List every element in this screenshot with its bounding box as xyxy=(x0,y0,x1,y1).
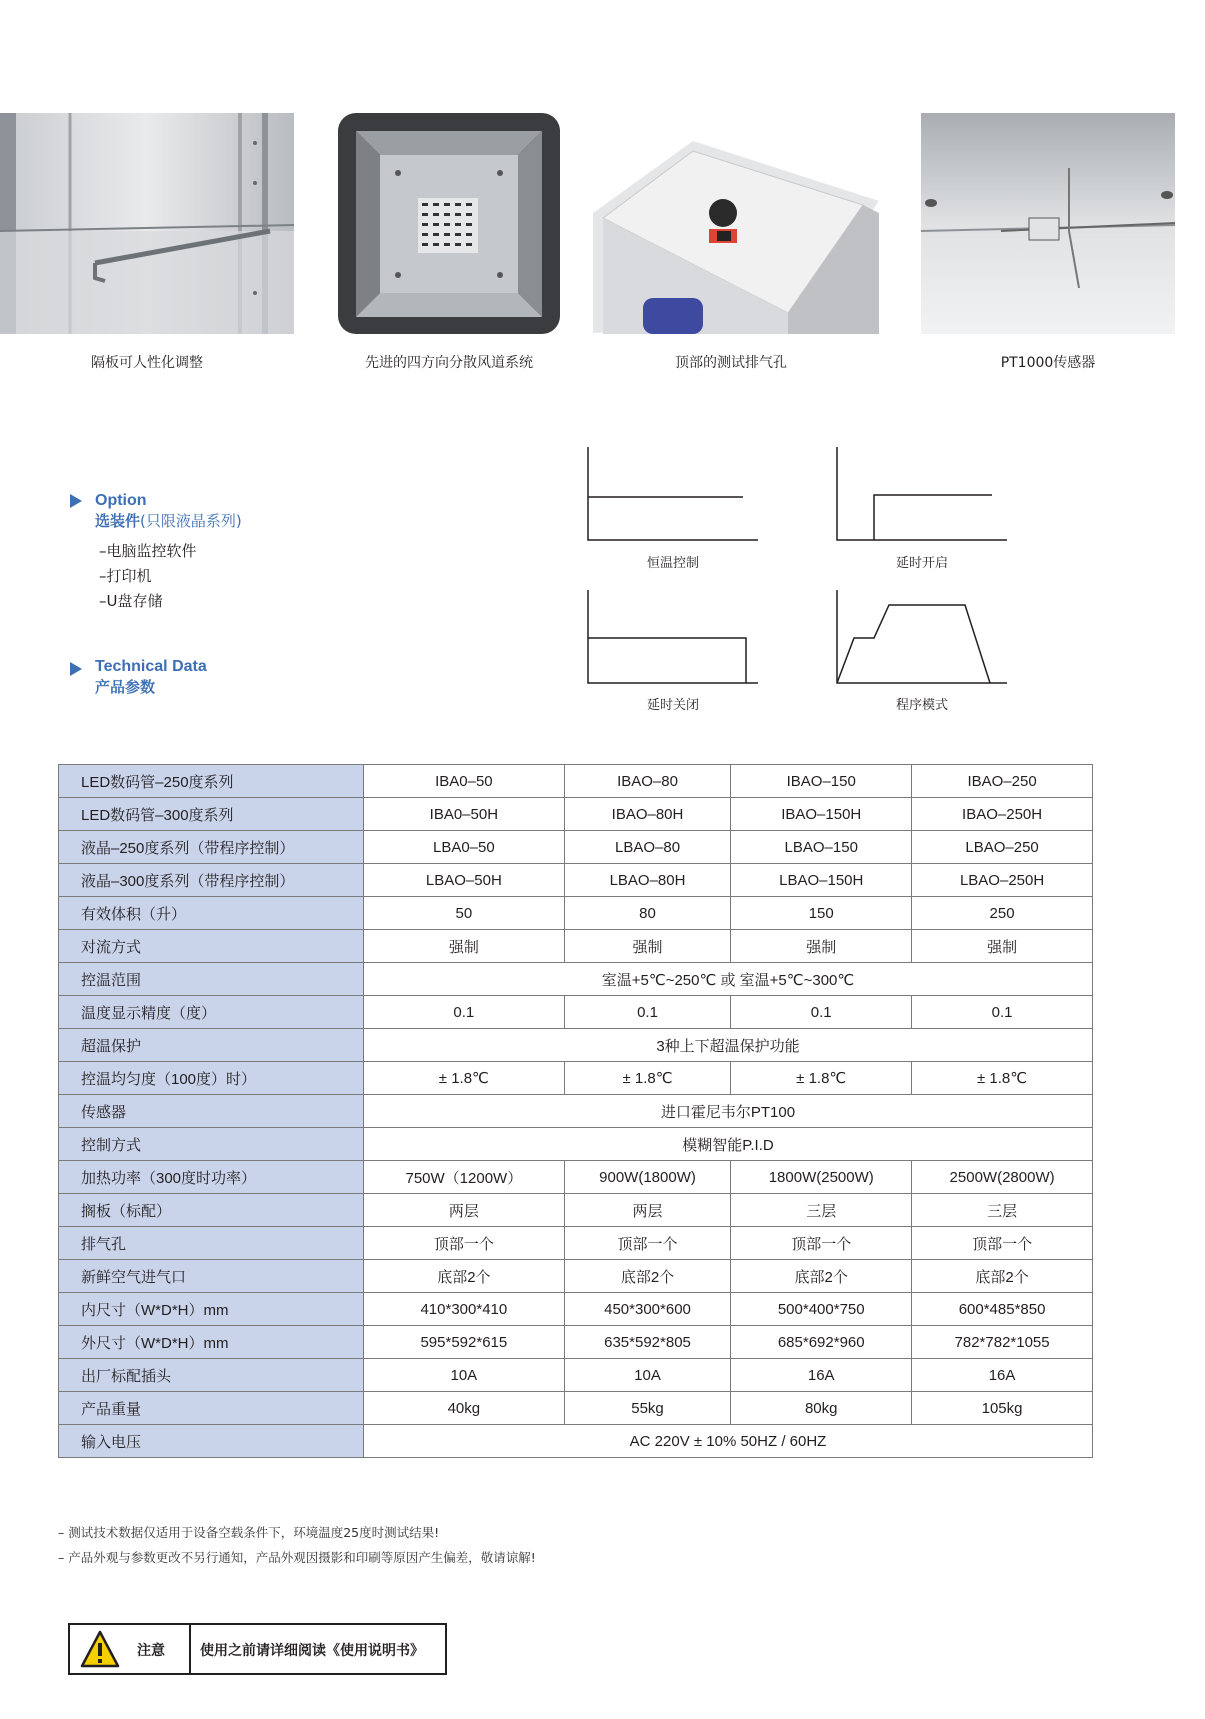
option-title-zh: 选装件(只限液晶系列) xyxy=(95,512,242,530)
row-value: LBAO–150H xyxy=(731,864,912,897)
row-value: 底部2个 xyxy=(731,1260,912,1293)
row-value: 2500W(2800W) xyxy=(912,1161,1093,1194)
row-value-merged: 进口霍尼韦尔PT100 xyxy=(364,1095,1093,1128)
table-row xyxy=(59,765,1093,798)
row-value: 顶部一个 xyxy=(564,1227,731,1260)
row-value: 55kg xyxy=(564,1392,731,1425)
photo-caption: PT1000传感器 xyxy=(1000,355,1096,371)
diagram-label: 延时开启 xyxy=(895,556,948,571)
row-label: 液晶–300度系列（带程序控制） xyxy=(59,864,364,897)
row-value: 900W(1800W) xyxy=(564,1161,731,1194)
four-way-air-duct-photo xyxy=(338,113,560,334)
technical-title-en: Technical Data xyxy=(95,658,207,675)
adjustable-shelf-photo xyxy=(0,113,294,334)
row-value: 410*300*410 xyxy=(364,1293,565,1326)
row-value: 595*592*615 xyxy=(364,1326,565,1359)
table-row xyxy=(59,1029,1093,1062)
notice-box xyxy=(68,1623,447,1675)
spec-table xyxy=(58,764,1093,1458)
row-value: 635*592*805 xyxy=(564,1326,731,1359)
table-row xyxy=(59,1392,1093,1425)
row-value: ± 1.8℃ xyxy=(731,1062,912,1095)
row-value: 底部2个 xyxy=(364,1260,565,1293)
row-value: 顶部一个 xyxy=(364,1227,565,1260)
diagram-label: 恒温控制 xyxy=(646,556,699,571)
note-line: – 产品外观与参数更改不另行通知，产品外观因摄影和印刷等原因产生偏差，敬请谅解! xyxy=(58,1550,536,1565)
row-value: 500*400*750 xyxy=(731,1293,912,1326)
row-value: LBAO–150 xyxy=(731,831,912,864)
row-value: 0.1 xyxy=(564,996,731,1029)
row-value: 150 xyxy=(731,897,912,930)
row-value: 600*485*850 xyxy=(912,1293,1093,1326)
row-value: 强制 xyxy=(731,930,912,963)
row-value: 40kg xyxy=(364,1392,565,1425)
option-title-note: (只限液晶系列) xyxy=(140,512,242,530)
row-value: 两层 xyxy=(364,1194,565,1227)
table-row xyxy=(59,963,1093,996)
technical-title-zh: 产品参数 xyxy=(95,678,156,696)
table-row xyxy=(59,1128,1093,1161)
row-label: 加热功率（300度时功率） xyxy=(59,1161,364,1194)
table-row xyxy=(59,897,1093,930)
photo-caption: 顶部的测试排气孔 xyxy=(675,355,787,371)
row-value: IBAO–250 xyxy=(912,765,1093,798)
row-value: 0.1 xyxy=(912,996,1093,1029)
notice-left xyxy=(70,1625,191,1673)
delayed-start-graph xyxy=(832,447,1012,547)
row-label: 内尺寸（W*D*H）mm xyxy=(59,1293,364,1326)
row-value: 0.1 xyxy=(731,996,912,1029)
row-value: 0.1 xyxy=(364,996,565,1029)
table-row xyxy=(59,1425,1093,1458)
row-value: IBAO–80H xyxy=(564,798,731,831)
option-item: –电脑监控软件 xyxy=(99,542,197,560)
row-value: 685*692*960 xyxy=(731,1326,912,1359)
row-label: 产品重量 xyxy=(59,1392,364,1425)
row-value: 16A xyxy=(731,1359,912,1392)
row-value: 10A xyxy=(564,1359,731,1392)
constant-temperature-graph xyxy=(583,447,763,547)
row-value: 底部2个 xyxy=(912,1260,1093,1293)
row-value: IBA0–50H xyxy=(364,798,565,831)
top-exhaust-vent-photo xyxy=(583,113,879,334)
table-row xyxy=(59,864,1093,897)
option-title-en: Option xyxy=(95,492,147,509)
row-value: 三层 xyxy=(912,1194,1093,1227)
delayed-shutdown-graph xyxy=(583,590,763,690)
table-row xyxy=(59,1359,1093,1392)
row-value: 10A xyxy=(364,1359,565,1392)
row-label: 搁板（标配） xyxy=(59,1194,364,1227)
row-label: 有效体积（升） xyxy=(59,897,364,930)
row-label: 排气孔 xyxy=(59,1227,364,1260)
row-value: IBAO–150H xyxy=(731,798,912,831)
row-value: IBAO–250H xyxy=(912,798,1093,831)
row-label: 控温范围 xyxy=(59,963,364,996)
table-row xyxy=(59,1194,1093,1227)
row-value: 强制 xyxy=(912,930,1093,963)
row-value: 强制 xyxy=(364,930,565,963)
row-value-merged: 模糊智能P.I.D xyxy=(364,1128,1093,1161)
table-row xyxy=(59,1161,1093,1194)
table-row xyxy=(59,1062,1093,1095)
row-value-merged: 室温+5℃~250℃ 或 室温+5℃~300℃ xyxy=(364,963,1093,996)
option-bullet-icon xyxy=(70,494,82,508)
notice-label: 注意 xyxy=(137,1643,165,1659)
row-value: 16A xyxy=(912,1359,1093,1392)
row-value: 105kg xyxy=(912,1392,1093,1425)
row-label: 输入电压 xyxy=(59,1425,364,1458)
row-value-merged: AC 220V ± 10% 50HZ / 60HZ xyxy=(364,1425,1093,1458)
note-line: – 测试技术数据仅适用于设备空载条件下，环境温度25度时测试结果! xyxy=(58,1525,440,1540)
row-value: ± 1.8℃ xyxy=(564,1062,731,1095)
technical-bullet-icon xyxy=(70,662,82,676)
row-label: 超温保护 xyxy=(59,1029,364,1062)
row-value: 强制 xyxy=(564,930,731,963)
row-value: 1800W(2500W) xyxy=(731,1161,912,1194)
row-value: 50 xyxy=(364,897,565,930)
row-value: 顶部一个 xyxy=(912,1227,1093,1260)
row-value: 782*782*1055 xyxy=(912,1326,1093,1359)
row-value: LBAO–250H xyxy=(912,864,1093,897)
row-label: 出厂标配插头 xyxy=(59,1359,364,1392)
diagram-label: 延时关闭 xyxy=(646,698,699,713)
row-value: LBAO–250 xyxy=(912,831,1093,864)
row-label: LED数码管–300度系列 xyxy=(59,798,364,831)
row-label: 外尺寸（W*D*H）mm xyxy=(59,1326,364,1359)
row-label: 液晶–250度系列（带程序控制） xyxy=(59,831,364,864)
row-value: 80 xyxy=(564,897,731,930)
row-value: ± 1.8℃ xyxy=(364,1062,565,1095)
table-row xyxy=(59,1293,1093,1326)
option-section xyxy=(95,492,242,614)
row-value: 两层 xyxy=(564,1194,731,1227)
table-row xyxy=(59,1227,1093,1260)
row-value: 80kg xyxy=(731,1392,912,1425)
row-value: LBAO–80 xyxy=(564,831,731,864)
row-value: 底部2个 xyxy=(564,1260,731,1293)
row-value: IBA0–50 xyxy=(364,765,565,798)
notes xyxy=(58,1520,536,1570)
table-row xyxy=(59,831,1093,864)
option-item: –打印机 xyxy=(99,567,152,585)
row-value: 三层 xyxy=(731,1194,912,1227)
program-mode-graph xyxy=(832,590,1012,690)
row-value: 750W（1200W） xyxy=(364,1161,565,1194)
diagram-label: 程序模式 xyxy=(895,698,948,713)
row-value: ± 1.8℃ xyxy=(912,1062,1093,1095)
row-value: IBAO–80 xyxy=(564,765,731,798)
table-row xyxy=(59,930,1093,963)
row-value: LBAO–50H xyxy=(364,864,565,897)
photo-caption: 隔板可人性化调整 xyxy=(91,355,203,371)
table-row xyxy=(59,1260,1093,1293)
table-row xyxy=(59,1326,1093,1359)
row-label: 对流方式 xyxy=(59,930,364,963)
row-label: 控制方式 xyxy=(59,1128,364,1161)
notice-text: 使用之前请详细阅读《使用说明书》 xyxy=(200,1643,424,1659)
warning-icon xyxy=(80,1629,120,1669)
pt1000-sensor-photo xyxy=(921,113,1175,334)
row-label: LED数码管–250度系列 xyxy=(59,765,364,798)
row-value: IBAO–150 xyxy=(731,765,912,798)
row-value: LBAO–80H xyxy=(564,864,731,897)
row-label: 温度显示精度（度） xyxy=(59,996,364,1029)
row-value: 250 xyxy=(912,897,1093,930)
table-row xyxy=(59,1095,1093,1128)
row-label: 新鲜空气进气口 xyxy=(59,1260,364,1293)
row-label: 控温均匀度（100度）时） xyxy=(59,1062,364,1095)
table-row xyxy=(59,798,1093,831)
photo-caption: 先进的四方向分散风道系统 xyxy=(365,355,533,371)
row-value-merged: 3种上下超温保护功能 xyxy=(364,1029,1093,1062)
row-value: 顶部一个 xyxy=(731,1227,912,1260)
technical-section xyxy=(95,658,207,697)
option-item: –U盘存储 xyxy=(99,592,163,610)
row-value: LBA0–50 xyxy=(364,831,565,864)
row-label: 传感器 xyxy=(59,1095,364,1128)
table-row xyxy=(59,996,1093,1029)
row-value: 450*300*600 xyxy=(564,1293,731,1326)
